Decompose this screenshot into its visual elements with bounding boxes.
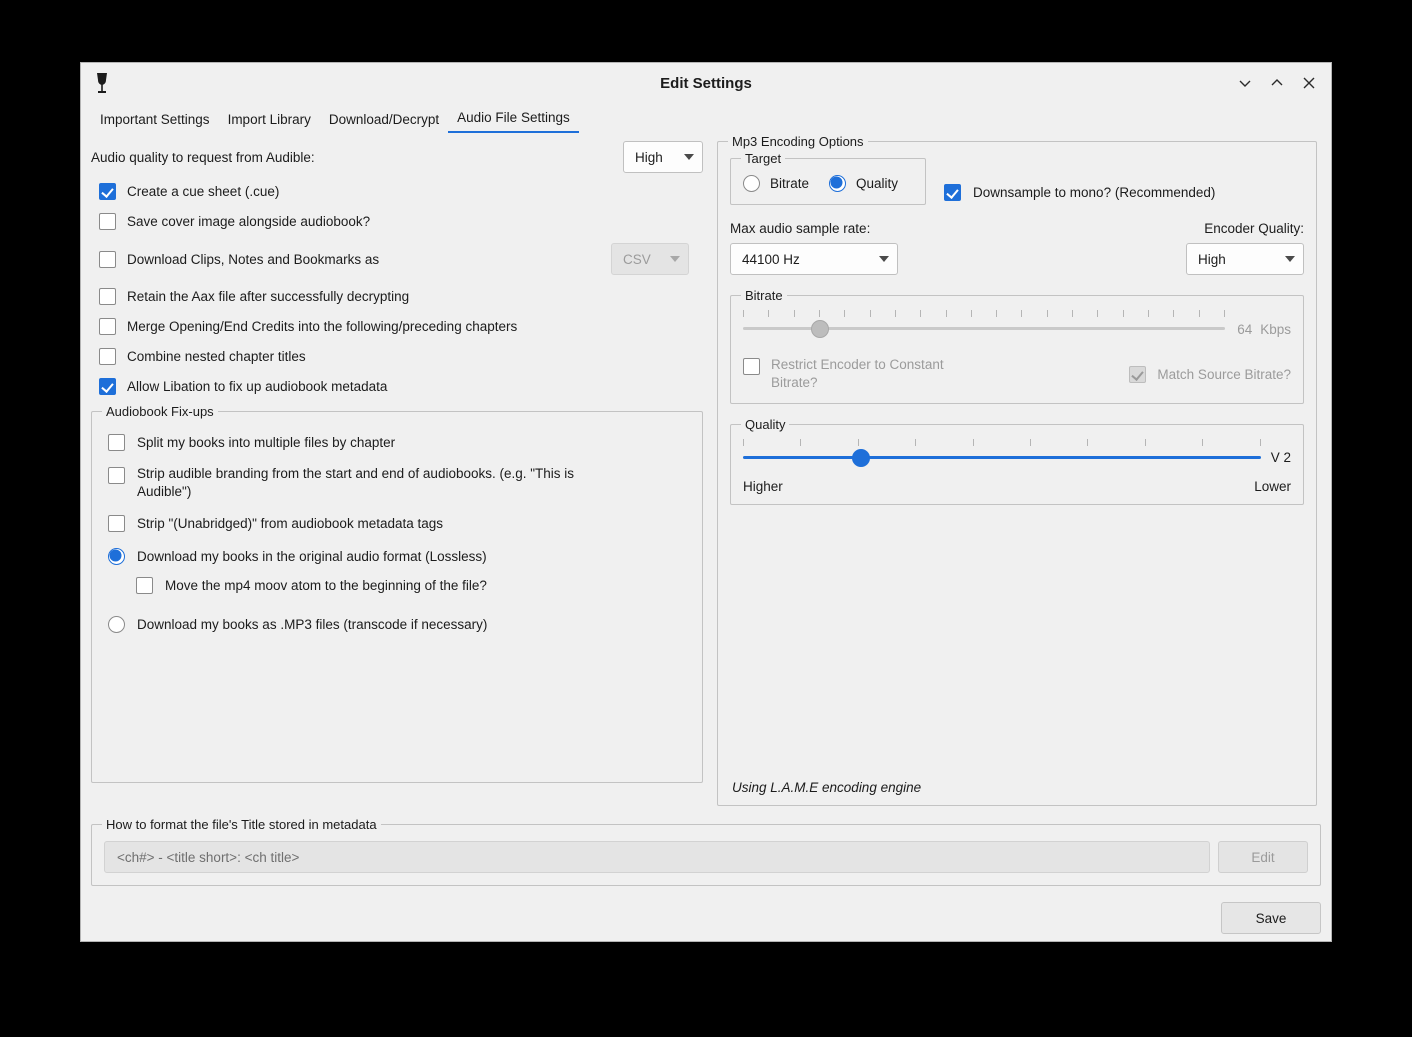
strip-branding-row[interactable] [108, 465, 690, 501]
combine-nested-chapters-label: Combine nested chapter titles [127, 349, 306, 364]
clips-format-value: CSV [623, 251, 651, 267]
save-button[interactable]: Save [1221, 902, 1321, 934]
save-cover-image-label: Save cover image alongside audiobook? [127, 214, 371, 229]
split-books-row[interactable] [108, 434, 690, 451]
settings-content [81, 133, 1331, 944]
target-bitrate-label: Bitrate [770, 176, 810, 191]
download-clips-row [99, 243, 703, 275]
tab-download-decrypt[interactable]: Download/Decrypt [328, 112, 440, 127]
title-format-edit-button[interactable]: Edit [1218, 841, 1308, 873]
clips-format-select[interactable] [611, 243, 689, 275]
quality-lower-label: Lower [1254, 479, 1291, 495]
quality-group [730, 417, 1304, 505]
bitrate-value: 64 [1237, 322, 1253, 337]
split-books-label: Split my books into multiple files by chapter [137, 435, 396, 450]
right-panel [717, 134, 1317, 806]
quality-slider-knob[interactable] [852, 449, 870, 467]
lossless-radio[interactable] [108, 548, 125, 565]
chevron-up-icon[interactable] [1263, 69, 1291, 97]
title-bar [81, 63, 1331, 103]
bitrate-slider-ticks [743, 310, 1225, 318]
save-cover-image-row[interactable] [99, 213, 703, 230]
window-controls [1231, 63, 1323, 103]
downsample-mono-checkbox[interactable] [944, 184, 961, 201]
audiobook-fixups-legend: Audiobook Fix-ups [102, 404, 218, 419]
mp3-label: Download my books as .MP3 files (transcode if necessary) [137, 617, 488, 633]
restrict-cbr-row[interactable] [743, 356, 981, 391]
audio-quality-row [91, 141, 703, 173]
merge-credits-checkbox[interactable] [99, 318, 116, 335]
tab-bar [81, 103, 1331, 133]
download-clips-label: Download Clips, Notes and Bookmarks as [127, 251, 380, 267]
encoder-quality-label: Encoder Quality: [1204, 221, 1304, 236]
combine-nested-chapters-checkbox[interactable] [99, 348, 116, 365]
merge-credits-row[interactable] [99, 318, 703, 335]
bitrate-legend: Bitrate [741, 288, 787, 303]
match-source-bitrate-label: Match Source Bitrate? [1157, 367, 1291, 382]
audio-quality-label: Audio quality to request from Audible: [91, 149, 315, 165]
left-panel [91, 141, 703, 783]
chevron-down-icon [1285, 256, 1295, 262]
audiobook-fixups-group [91, 404, 703, 783]
create-cue-sheet-row[interactable] [99, 183, 703, 200]
strip-branding-checkbox[interactable] [108, 467, 125, 484]
combine-nested-chapters-row[interactable] [99, 348, 703, 365]
title-format-legend: How to format the file's Title stored in metadata [102, 817, 381, 832]
quality-slider[interactable] [743, 439, 1261, 473]
sample-rate-value: 44100 Hz [742, 251, 800, 267]
split-books-checkbox[interactable] [108, 434, 125, 451]
chevron-down-icon[interactable] [1231, 69, 1259, 97]
chevron-down-icon [684, 154, 694, 160]
sample-rate-select[interactable] [730, 243, 898, 275]
allow-metadata-fixup-checkbox[interactable] [99, 378, 116, 395]
target-group [730, 151, 926, 205]
match-source-bitrate-checkbox[interactable] [1129, 366, 1146, 383]
audio-quality-select[interactable] [623, 141, 703, 173]
create-cue-sheet-checkbox[interactable] [99, 183, 116, 200]
bitrate-unit: Kbps [1260, 322, 1291, 337]
footer-actions [91, 902, 1321, 934]
quality-slider-track [743, 456, 1261, 459]
retain-aax-row[interactable] [99, 288, 703, 305]
title-format-input[interactable]: <ch#> - <title short>: <ch title> [104, 841, 1210, 873]
strip-unabridged-checkbox[interactable] [108, 515, 125, 532]
audio-quality-value: High [635, 149, 663, 165]
strip-branding-label: Strip audible branding from the start and end of audiobooks. (e.g. "This is Audible") [137, 466, 575, 500]
sample-rate-label: Max audio sample rate: [730, 221, 871, 236]
downsample-mono-label: Downsample to mono? (Recommended) [973, 185, 1216, 200]
allow-metadata-fixup-row[interactable] [99, 378, 703, 395]
create-cue-sheet-label: Create a cue sheet (.cue) [127, 184, 280, 199]
encoder-quality-select[interactable] [1186, 243, 1304, 275]
edit-settings-window [80, 62, 1332, 942]
downsample-mono-row[interactable] [944, 184, 1215, 201]
save-cover-image-checkbox[interactable] [99, 213, 116, 230]
bitrate-group [730, 288, 1304, 404]
strip-unabridged-row[interactable] [108, 515, 690, 532]
tab-important-settings[interactable]: Important Settings [100, 112, 210, 127]
encoding-engine-note: Using L.A.M.E encoding engine [732, 780, 922, 795]
bitrate-slider-knob[interactable] [811, 320, 829, 338]
quality-value: V 2 [1270, 450, 1291, 466]
match-source-bitrate-row[interactable] [1129, 366, 1291, 383]
mp3-encoding-options-legend: Mp3 Encoding Options [728, 134, 868, 149]
retain-aax-checkbox[interactable] [99, 288, 116, 305]
download-clips-checkbox[interactable] [99, 251, 116, 268]
quality-slider-ticks [743, 439, 1261, 447]
mp3-radio[interactable] [108, 616, 125, 633]
restrict-cbr-label: Restrict Encoder to Constant Bitrate? [771, 357, 944, 390]
encoder-quality-value: High [1198, 251, 1226, 267]
mp3-radio-row[interactable] [108, 616, 690, 633]
strip-unabridged-label: Strip "(Unabridged)" from audiobook metadata tags [137, 516, 443, 532]
retain-aax-label: Retain the Aax file after successfully decrypting [127, 289, 410, 304]
allow-metadata-fixup-label: Allow Libation to fix up audiobook metadata [127, 379, 388, 394]
restrict-cbr-checkbox[interactable] [743, 358, 760, 375]
lossless-label: Download my books in the original audio format (Lossless) [137, 549, 487, 565]
merge-credits-label: Merge Opening/End Credits into the following/preceding chapters [127, 319, 518, 334]
tab-import-library[interactable]: Import Library [227, 112, 311, 127]
moov-atom-label: Move the mp4 moov atom to the beginning of the file? [165, 578, 487, 594]
target-bitrate-radio[interactable] [743, 175, 760, 192]
mp3-encoding-options-group [717, 134, 1317, 806]
page-title: Edit Settings [660, 74, 752, 92]
target-quality-radio[interactable] [829, 175, 846, 192]
moov-atom-checkbox[interactable] [136, 577, 153, 594]
close-icon[interactable] [1295, 69, 1323, 97]
tab-audio-file-settings[interactable]: Audio File Settings [448, 108, 579, 133]
title-format-group [91, 817, 1321, 886]
target-quality-label: Quality [856, 176, 899, 191]
quality-legend: Quality [741, 417, 789, 432]
chevron-down-icon [670, 256, 680, 262]
quality-higher-label: Higher [743, 479, 783, 495]
target-legend: Target [741, 151, 785, 166]
bitrate-slider[interactable] [743, 310, 1225, 344]
moov-atom-row[interactable] [136, 577, 690, 594]
lossless-radio-row[interactable] [108, 548, 690, 565]
chevron-down-icon [879, 256, 889, 262]
